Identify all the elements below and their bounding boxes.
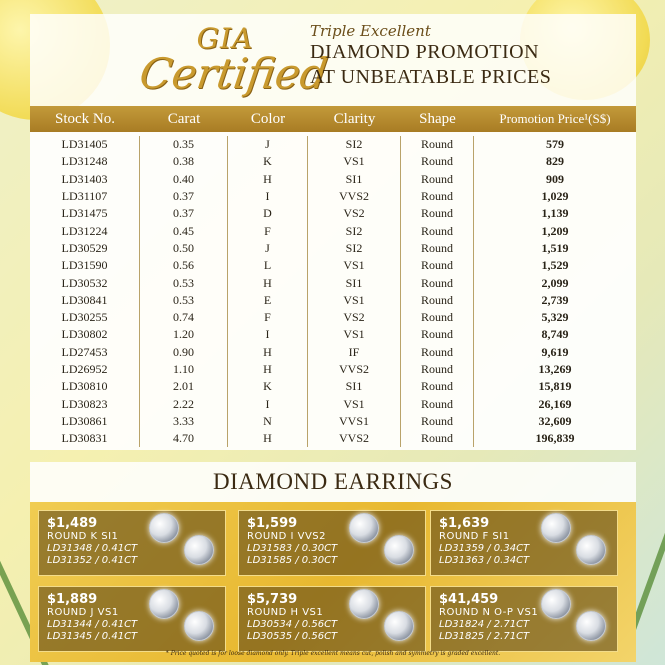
diamond-icon <box>184 535 214 565</box>
cell-color: F <box>228 309 308 326</box>
cell-stock-no: LD30841 <box>30 292 140 309</box>
table-row <box>30 205 636 222</box>
cell-price: 15,819 <box>538 379 572 394</box>
cell-carat: 2.22 <box>140 395 228 412</box>
cell-shape: Round <box>401 274 474 291</box>
earring-card <box>38 510 226 576</box>
promo-heading <box>310 22 630 90</box>
cell-color: K <box>228 153 308 170</box>
cell-price: 1,209 <box>541 223 569 238</box>
cell-price: 196,839 <box>535 431 575 446</box>
header-shape: Shape <box>419 110 456 127</box>
cell-price: 26,169 <box>538 396 572 411</box>
cell-color: I <box>228 188 308 205</box>
table-body <box>30 132 636 450</box>
cell-stock-no: LD30861 <box>30 413 140 430</box>
earring-stock: LD31359 / 0.34CT <box>439 543 530 554</box>
table-row <box>30 171 636 188</box>
cell-shape: Round <box>401 188 474 205</box>
header-promotion-price: Promotion Price¹(S$) <box>499 111 611 126</box>
cell-clarity: VS1 <box>308 326 401 343</box>
earring-desc: ROUND J VS1 <box>47 607 119 618</box>
cell-price: 2,739 <box>541 292 569 307</box>
cell-stock-no: LD30532 <box>30 274 140 291</box>
earring-price: $1,599 <box>247 516 298 531</box>
cell-price: 1,029 <box>541 189 569 204</box>
cell-color: J <box>228 240 308 257</box>
cell-carat: 3.33 <box>140 413 228 430</box>
table-row <box>30 274 636 291</box>
cell-shape: Round <box>401 395 474 412</box>
diamond-price-table <box>30 106 636 450</box>
earring-card <box>38 586 226 652</box>
table-header <box>30 106 636 132</box>
footnote: * Price quoted is for loose diamond only. Triple excellent means cut, polish and symmetry is graded excellent. <box>165 650 501 657</box>
cell-stock-no: LD30529 <box>30 240 140 257</box>
diamond-icon <box>349 589 379 619</box>
cell-clarity: SI2 <box>308 240 401 257</box>
cell-price: 1,519 <box>541 240 569 255</box>
earring-card <box>430 586 618 652</box>
cell-clarity: IF <box>308 344 401 361</box>
header-banner <box>30 14 636 106</box>
cell-shape: Round <box>401 344 474 361</box>
cell-stock-no: LD26952 <box>30 361 140 378</box>
cell-carat: 0.45 <box>140 222 228 239</box>
cell-carat: 2.01 <box>140 378 228 395</box>
table-row <box>30 326 636 343</box>
earrings-title: DIAMOND EARRINGS <box>30 462 636 502</box>
logo-line2: Certified <box>136 49 331 98</box>
table-row <box>30 153 636 170</box>
cell-color: H <box>228 274 308 291</box>
cell-price: 579 <box>546 137 564 152</box>
cell-shape: Round <box>401 361 474 378</box>
cell-stock-no: LD27453 <box>30 344 140 361</box>
cell-shape: Round <box>401 326 474 343</box>
table-row <box>30 395 636 412</box>
cell-shape: Round <box>401 240 474 257</box>
cell-clarity: VVS2 <box>308 430 401 447</box>
earring-price: $5,739 <box>247 592 298 607</box>
table-row <box>30 240 636 257</box>
earring-price: $1,639 <box>439 516 490 531</box>
cell-clarity: VS2 <box>308 205 401 222</box>
cell-color: E <box>228 292 308 309</box>
cell-clarity: VS2 <box>308 309 401 326</box>
cell-color: I <box>228 395 308 412</box>
earring-stock: LD30534 / 0.56CT <box>247 619 338 630</box>
cell-shape: Round <box>401 413 474 430</box>
cell-carat: 4.70 <box>140 430 228 447</box>
cell-shape: Round <box>401 171 474 188</box>
cell-carat: 0.74 <box>140 309 228 326</box>
cell-color: I <box>228 326 308 343</box>
earring-card <box>238 510 426 576</box>
table-row <box>30 430 636 447</box>
cell-shape: Round <box>401 378 474 395</box>
cell-clarity: SI1 <box>308 171 401 188</box>
cell-stock-no: LD31590 <box>30 257 140 274</box>
cell-shape: Round <box>401 205 474 222</box>
table-row <box>30 309 636 326</box>
promo-subtitle: Triple Excellent <box>310 22 431 40</box>
cell-clarity: VS1 <box>308 292 401 309</box>
cell-price: 5,329 <box>541 310 569 325</box>
earring-stock: LD31363 / 0.34CT <box>439 555 530 566</box>
cell-price: 2,099 <box>541 275 569 290</box>
cell-carat: 0.53 <box>140 274 228 291</box>
cell-color: L <box>228 257 308 274</box>
cell-stock-no: LD30831 <box>30 430 140 447</box>
diamond-icon <box>576 535 606 565</box>
earring-desc: ROUND F SI1 <box>439 531 510 542</box>
cell-color: H <box>228 344 308 361</box>
table-row <box>30 222 636 239</box>
cell-color: D <box>228 205 308 222</box>
cell-color: J <box>228 136 308 153</box>
diamond-icon <box>149 513 179 543</box>
diamond-icon <box>349 513 379 543</box>
cell-carat: 0.37 <box>140 188 228 205</box>
cell-carat: 0.53 <box>140 292 228 309</box>
diamond-icon <box>184 611 214 641</box>
cell-stock-no: LD31107 <box>30 188 140 205</box>
cell-price: 32,609 <box>538 413 572 428</box>
earring-stock: LD31348 / 0.41CT <box>47 543 138 554</box>
table-row <box>30 292 636 309</box>
logo-line1: GIA <box>196 22 254 55</box>
earring-desc: ROUND N O-P VS1 <box>439 607 539 618</box>
earring-price: $1,489 <box>47 516 98 531</box>
diamond-icon <box>384 535 414 565</box>
cell-shape: Round <box>401 309 474 326</box>
cell-stock-no: LD31403 <box>30 171 140 188</box>
cell-clarity: VVS2 <box>308 188 401 205</box>
cell-price: 8,749 <box>541 327 569 342</box>
cell-stock-no: LD30255 <box>30 309 140 326</box>
cell-shape: Round <box>401 222 474 239</box>
cell-color: H <box>228 430 308 447</box>
cell-carat: 0.37 <box>140 205 228 222</box>
cell-clarity: SI1 <box>308 378 401 395</box>
table-row <box>30 378 636 395</box>
cell-carat: 0.50 <box>140 240 228 257</box>
promo-title-line1: DIAMOND PROMOTION <box>310 41 540 63</box>
cell-stock-no: LD31475 <box>30 205 140 222</box>
cell-price: 1,529 <box>541 258 569 273</box>
diamond-icon <box>576 611 606 641</box>
cell-stock-no: LD31248 <box>30 153 140 170</box>
earring-stock: LD31352 / 0.41CT <box>47 555 138 566</box>
cell-price: 9,619 <box>541 344 569 359</box>
table-row <box>30 257 636 274</box>
diamond-icon <box>541 513 571 543</box>
cell-carat: 1.20 <box>140 326 228 343</box>
cell-shape: Round <box>401 153 474 170</box>
table-row <box>30 188 636 205</box>
earring-stock: LD31824 / 2.71CT <box>439 619 530 630</box>
cell-color: F <box>228 222 308 239</box>
header-clarity: Clarity <box>333 110 376 127</box>
cell-shape: Round <box>401 292 474 309</box>
cell-color: H <box>228 171 308 188</box>
cell-stock-no: LD31224 <box>30 222 140 239</box>
header-stock-no: Stock No. <box>55 110 115 127</box>
promo-title-line2: AT UNBEATABLE PRICES <box>310 66 552 88</box>
cell-carat: 0.90 <box>140 344 228 361</box>
cell-price: 1,139 <box>541 206 569 221</box>
cell-stock-no: LD30810 <box>30 378 140 395</box>
earring-price: $1,889 <box>47 592 98 607</box>
cell-carat: 1.10 <box>140 361 228 378</box>
earring-stock: LD30535 / 0.56CT <box>247 631 338 642</box>
cell-shape: Round <box>401 257 474 274</box>
cell-clarity: SI1 <box>308 274 401 291</box>
cell-clarity: SI2 <box>308 222 401 239</box>
cell-price: 13,269 <box>538 362 572 376</box>
earring-stock: LD31583 / 0.30CT <box>247 543 338 554</box>
earring-card <box>430 510 618 576</box>
cell-clarity: VS1 <box>308 153 401 170</box>
table-row <box>30 413 636 430</box>
cell-carat: 0.38 <box>140 153 228 170</box>
earring-stock: LD31345 / 0.41CT <box>47 631 138 642</box>
cell-shape: Round <box>401 430 474 447</box>
table-row <box>30 344 636 361</box>
cell-stock-no: LD30802 <box>30 326 140 343</box>
diamond-icon <box>541 589 571 619</box>
cell-price: 829 <box>546 154 564 169</box>
cell-color: H <box>228 361 308 378</box>
cell-clarity: VVS2 <box>308 361 401 378</box>
cell-stock-no: LD30823 <box>30 395 140 412</box>
cell-clarity: VS1 <box>308 395 401 412</box>
diamond-icon <box>384 611 414 641</box>
cell-clarity: VS1 <box>308 257 401 274</box>
cell-shape: Round <box>401 136 474 153</box>
earring-stock: LD31585 / 0.30CT <box>247 555 338 566</box>
gia-certified-logo <box>136 22 331 102</box>
cell-clarity: VVS1 <box>308 413 401 430</box>
cell-carat: 0.40 <box>140 171 228 188</box>
earring-price: $41,459 <box>439 592 499 607</box>
earring-desc: ROUND H VS1 <box>247 607 324 618</box>
header-carat: Carat <box>167 110 201 127</box>
earring-stock: LD31344 / 0.41CT <box>47 619 138 630</box>
cell-price: 909 <box>546 171 564 186</box>
earrings-section <box>30 502 636 662</box>
cell-color: K <box>228 378 308 395</box>
table-row <box>30 361 636 378</box>
earring-card <box>238 586 426 652</box>
cell-carat: 0.56 <box>140 257 228 274</box>
table-row <box>30 136 636 153</box>
cell-clarity: SI2 <box>308 136 401 153</box>
earring-desc: ROUND K SI1 <box>47 531 119 542</box>
diamond-icon <box>149 589 179 619</box>
cell-carat: 0.35 <box>140 136 228 153</box>
cell-color: N <box>228 413 308 430</box>
cell-stock-no: LD31405 <box>30 136 140 153</box>
earring-stock: LD31825 / 2.71CT <box>439 631 530 642</box>
header-color: Color <box>250 110 286 127</box>
earring-desc: ROUND I VVS2 <box>247 531 327 542</box>
